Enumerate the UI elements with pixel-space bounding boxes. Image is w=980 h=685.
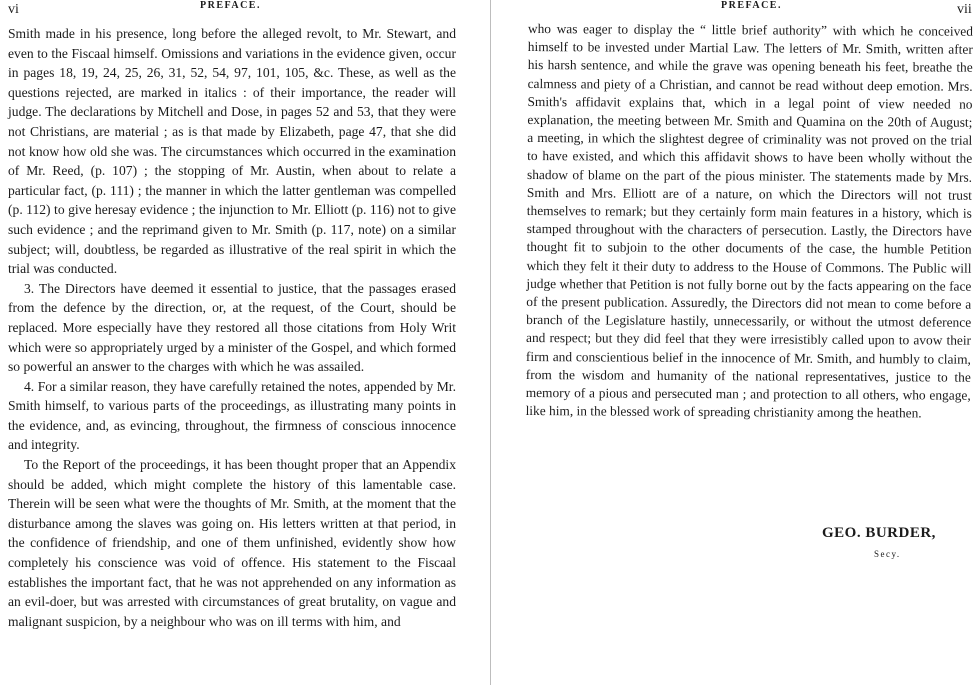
- paragraph: 3. The Directors have deemed it essential to justice, that the passages erased from the defence by the direction, or, at the request, of the Court, should be replaced. More especially have they restored all those citations from Holy Writ which were so appropriately urged by a minister of the Gospel, and which formed so powerful an answer to the charges with which he was assailed.: [8, 280, 456, 375]
- signature-title: Secy.: [874, 549, 901, 559]
- paragraph: 4. For a similar reason, they have carefully retained the notes, appended by Mr. Smith himself, to various parts of the proceedings, as illustrating many points in the evidence, and, as evincing, throughout, the firmness of conscious innocence and integrity.: [8, 378, 456, 453]
- signature: GEO. BURDER,: [822, 525, 936, 541]
- left-running-head: PREFACE.: [200, 0, 261, 11]
- paragraph: who was eager to display the “ little brief authority” with which he conceived himself to be invested under Martial Law. The letters of Mr. Smith, written after his harsh sentence, and while the grave was opening beneath his feet, breathe the calmness and piety of a Christian, and cannot be read without deep emotion. Mrs. Smith's affidavit explains that, which in a legal point of view needed no explanation, the meeting between Mr. Smith and Quamina on the 20th of August; a meeting, in which the slightest degree of criminality was not proved on the trial to have existed, and which this affidavit shows to have been wholly without the shadow of blame on the part of the pious minister. The statements made by Mrs. Smith and Mrs. Elliott are of a nature, on which the Directors will not trust themselves to remark; but they certainly form main features in a history, which is stamped throughout with the characters of persecution. Lastly, the Directors have thought fit to subjoin to the other documents of the case, the humble Petition which they felt it their duty to address to the House of Commons. The Public will judge whether that Petition is not fully borne out by the facts appearing on the face of the present publication. Assuredly, the Directors did not mean to come before a branch of the Legislature hastily, unnecessarily, or without the utmost deference and respect; but they did feel that they were irresistibly called upon to avow their firm and conscientious belief in the innocence of Mr. Smith, and humbly to claim, from the wisdom and humanity of the national representatives, justice to the memory of a pious and persecuted man ; and protection to all others, who engage, like him, in the blessed work of spreading christianity among the heathen.: [525, 20, 973, 421]
- right-page-number: vii: [957, 2, 972, 17]
- right-page: [491, 0, 980, 685]
- right-running-head: PREFACE.: [721, 0, 782, 11]
- left-page-body: [8, 24, 456, 631]
- paragraph: Smith made in his presence, long before the alleged revolt, to Mr. Stewart, and even to the Fiscaal himself. Omissions and variations in the evidence given, occur in pages 18, 19, 24, 25, 26, 31, 52, 54, 97, 101, 105, &c. These, as well as the questions rejected, are marked in italics : of their importance, the reader will judge. The declarations by Mitchell and Dose, in pages 52 and 53, that they were not Christians, are material ; as is that made by Elizabeth, page 47, that she did not know how old she was. The circumstances which occurred in the examination of Mr. Reed, (p. 107) ; the stopping of Mr. Austin, when about to relate a particular fact, (p. 111) ; the manner in which the latter gentleman was compelled (p. 112) to give heresay evidence ; the injunction to Mr. Elliott (p. 116) not to give such evidence ; and the reprimand given to Mr. Smith (p. 117, note) on a similar subject; will, doubtless, be regarded as illustrative of the real spirit in which the trial was conducted.: [8, 26, 456, 277]
- left-page-number: vi: [8, 2, 19, 17]
- paragraph: To the Report of the proceedings, it has been thought proper that an Appendix should be added, which might complete the history of this lamentable case. Therein will be seen what were the thoughts of Mr. Smith, at the moment that the disturbance among the slaves was going on. His letters written at that period, in the confidence of friendship, and one of them unfinished, evidently show how completely his conscience was void of offence. His statement to the Fiscaal establishes the important fact, that he was not apprehended on any information as an evil-doer, but was arrested with circumstances of great brutality, on vague and malignant suspicion, by a neighbour who was on ill terms with him, and: [8, 457, 456, 629]
- right-page-body: [526, 20, 973, 423]
